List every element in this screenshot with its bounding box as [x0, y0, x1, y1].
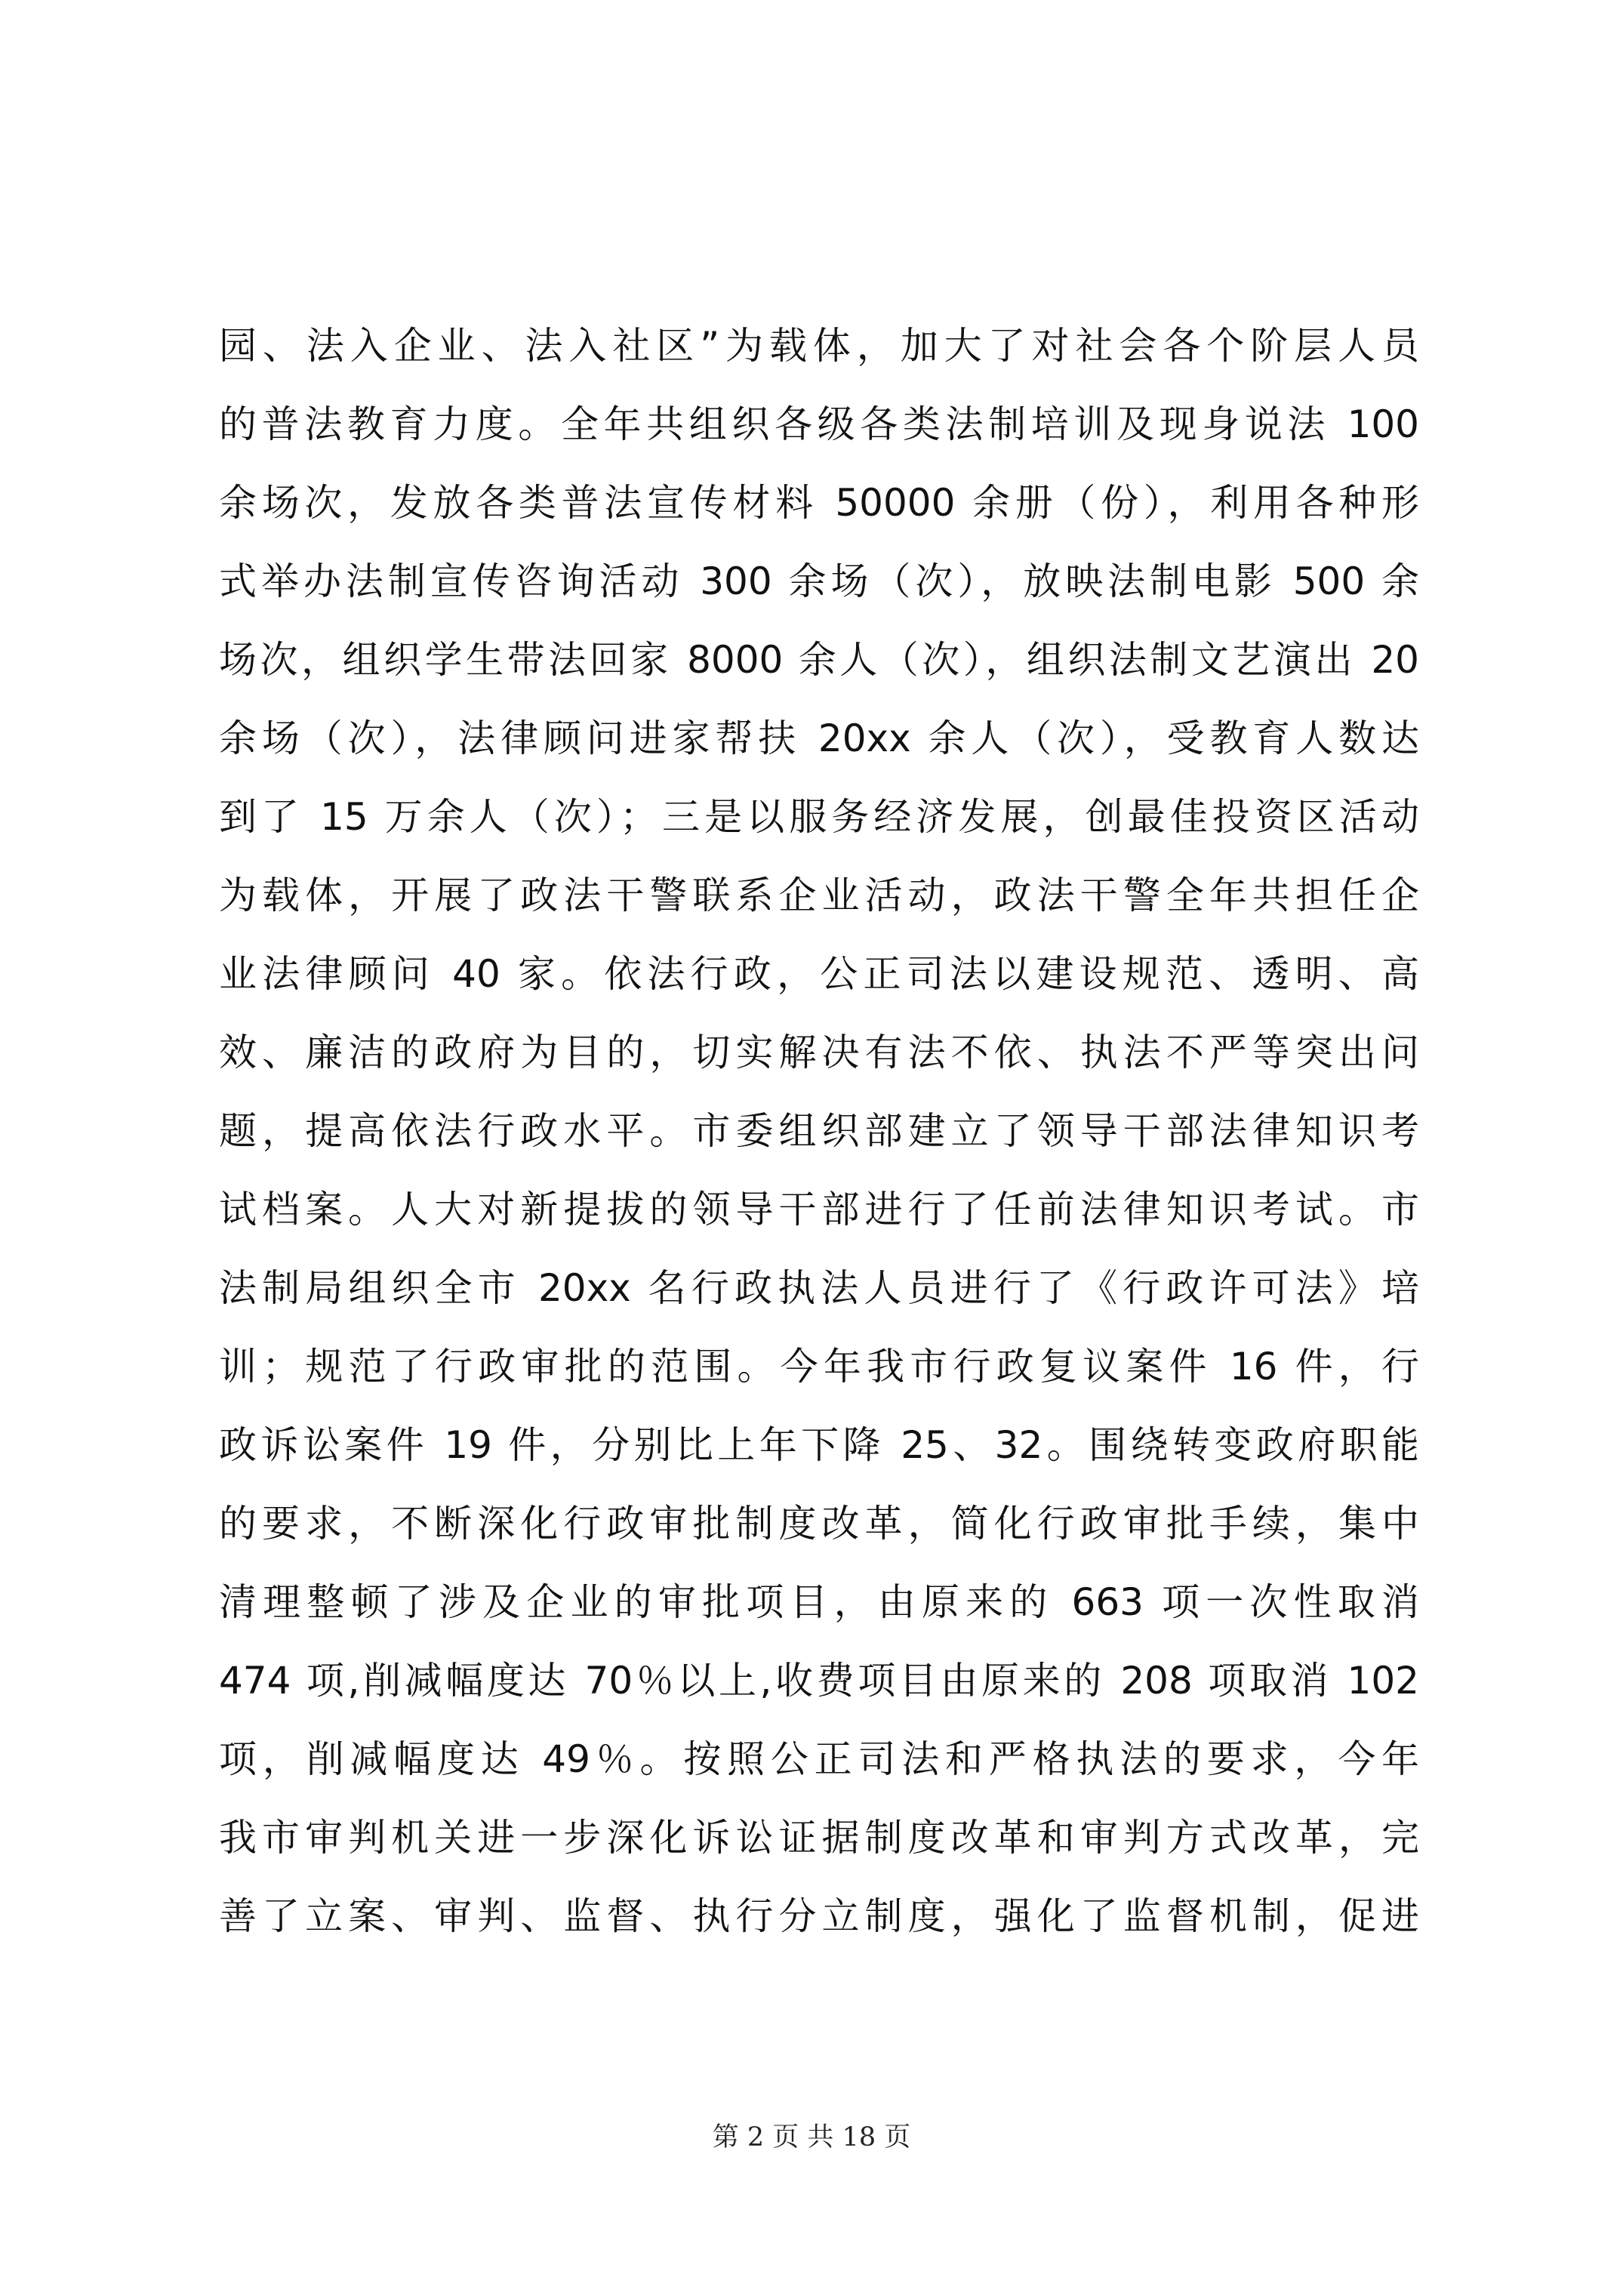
text-line: 政诉讼案件 19 件，分别比上年下降 25、32。围绕转变政府职能: [219, 1423, 1419, 1467]
text-line: 的普法教育力度。全年共组织各级各类法制培训及现身说法 100: [219, 402, 1419, 446]
text-line: 场次，组织学生带法回家 8000 余人（次），组织法制文艺演出 20: [219, 638, 1419, 682]
body-paragraph: [219, 307, 1419, 1955]
text-line: 余场（次），法律顾问进家帮扶 20xx 余人（次），受教育人数达: [219, 717, 1419, 760]
text-line: 我市审判机关进一步深化诉讼证据制度改革和审判方式改革，完: [219, 1816, 1419, 1860]
text-line: 训；规范了行政审批的范围。今年我市行政复议案件 16 件，行: [219, 1345, 1419, 1388]
text-line: 善了立案、审判、监督、执行分立制度，强化了监督机制，促进: [219, 1894, 1419, 1938]
text-line: 为载体，开展了政法干警联系企业活动，政法干警全年共担任企: [219, 874, 1419, 917]
text-line: 题，提高依法行政水平。市委组织部建立了领导干部法律知识考: [219, 1109, 1419, 1153]
text-line: 项，削减幅度达 49％。按照公正司法和严格执法的要求，今年: [219, 1737, 1419, 1781]
text-line: 园、法入企业、法入社区”为载体，加大了对社会各个阶层人员: [219, 324, 1419, 368]
text-line: 474 项,削减幅度达 70％以上,收费项目由原来的 208 项取消 102: [219, 1659, 1419, 1703]
text-line: 清理整顿了涉及企业的审批项目，由原来的 663 项一次性取消: [219, 1580, 1419, 1624]
text-line: 的要求，不断深化行政审批制度改革，简化行政审批手续，集中: [219, 1502, 1419, 1546]
text-line: 业法律顾问 40 家。依法行政，公正司法以建设规范、透明、高: [219, 952, 1419, 996]
text-line: 到了 15 万余人（次）；三是以服务经济发展，创最佳投资区活动: [219, 795, 1419, 839]
text-line: 式举办法制宣传咨询活动 300 余场（次），放映法制电影 500 余: [219, 559, 1419, 603]
text-line: 试档案。人大对新提拔的领导干部进行了任前法律知识考试。市: [219, 1188, 1419, 1231]
page-footer: 第 2 页 共 18 页: [712, 2122, 911, 2153]
text-line: 余场次，发放各类普法宣传材料 50000 余册（份），利用各种形: [219, 481, 1419, 525]
text-line: 法制局组织全市 20xx 名行政执法人员进行了《行政许可法》培: [219, 1266, 1419, 1310]
text-line: 效、廉洁的政府为目的，切实解决有法不依、执法不严等突出问: [219, 1031, 1419, 1074]
